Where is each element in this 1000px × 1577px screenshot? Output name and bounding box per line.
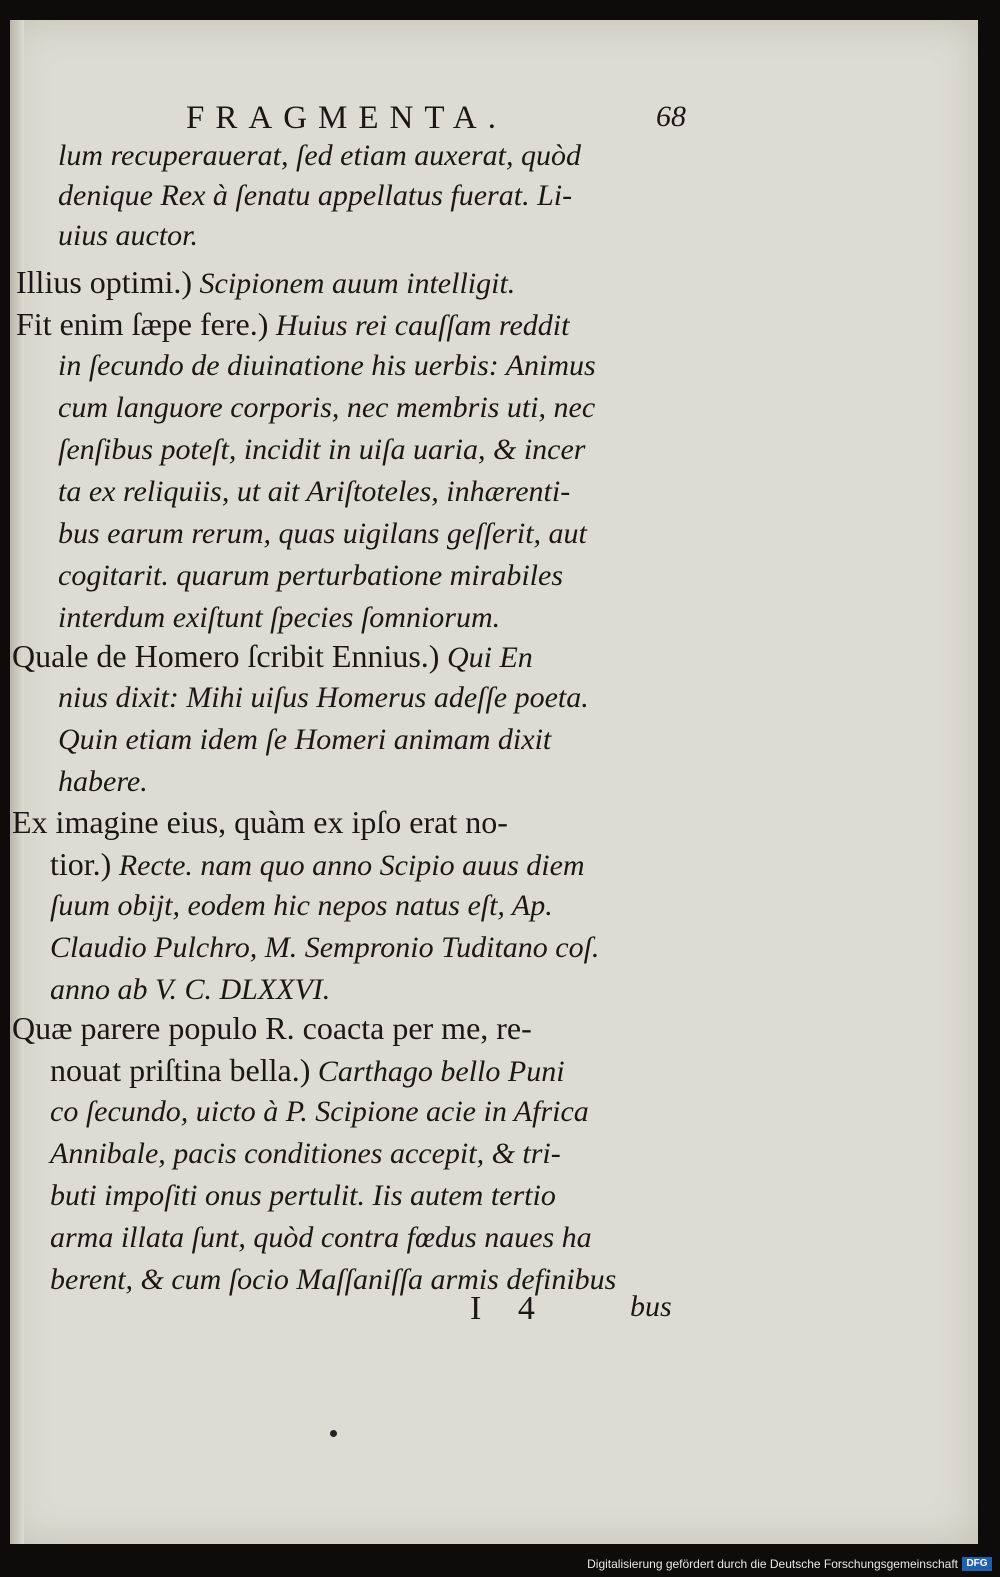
text-line: Annibale, pacis conditiones accepit, & tri- <box>50 1137 561 1170</box>
lemma: nouat priſtina bella.) <box>50 1052 311 1088</box>
text-block <box>10 20 978 1544</box>
signature-mark: I 4 <box>470 1290 549 1327</box>
text-line: interdum exiſtunt ſpecies ſomniorum. <box>58 601 501 634</box>
text-line: in ſecundo de diuinatione his uerbis: Animus <box>58 349 596 382</box>
text-line: Quin etiam idem ſe Homeri animam dixit <box>58 723 552 756</box>
commentary: Huius rei cauſſam reddit <box>275 309 570 342</box>
funding-credit: Digitalisierung gefördert durch die Deutsche Forschungsgemeinschaft <box>587 1557 958 1571</box>
commentary: Carthago bello Puni <box>317 1055 565 1088</box>
lemma: Fit enim ſæpe fere.) <box>16 306 269 342</box>
text-line <box>50 1050 565 1092</box>
text-line: arma illata ſunt, quòd contra fœdus naues ha <box>50 1221 592 1254</box>
text-line: ſuum obijt, eodem hic nepos natus eſt, Ap. <box>50 889 553 922</box>
scan-footer <box>0 1547 1000 1577</box>
text-line: cogitarit. quarum perturbatione mirabiles <box>58 559 563 592</box>
text-line <box>16 304 569 346</box>
text-line: lum recuperauerat, ſed etiam auxerat, quòd <box>58 139 581 172</box>
text-line: Ex imagine eius, quàm ex ipſo erat no- <box>12 804 508 840</box>
text-line: Claudio Pulchro, M. Sempronio Tuditano coſ. <box>50 931 600 964</box>
running-header <box>10 80 978 136</box>
running-title: FRAGMENTA. <box>186 100 507 136</box>
lemma: Illius optimi.) <box>16 264 192 300</box>
dfg-logo-icon: DFG <box>962 1557 992 1571</box>
lemma: Quale de Homero ſcribit Ennius.) <box>12 638 440 674</box>
commentary: Qui En <box>446 641 533 674</box>
text-line <box>16 262 515 304</box>
text-line: bus earum rerum, quas uigilans geſſerit, aut <box>58 517 587 550</box>
text-line: uius auctor. <box>58 219 199 252</box>
text-line: buti impoſiti onus pertulit. Iis autem tertio <box>50 1179 556 1212</box>
text-line: berent, & cum ſocio Maſſaniſſa armis definibus <box>50 1263 617 1296</box>
text-line: denique Rex à ſenatu appellatus fuerat. Li- <box>58 179 573 212</box>
commentary: Recte. nam quo anno Scipio auus diem <box>118 849 585 882</box>
text-line <box>50 844 585 886</box>
text-line: cum languore corporis, nec membris uti, nec <box>58 391 596 424</box>
lemma: tior.) <box>50 846 112 882</box>
commentary: Scipionem auum intelligit. <box>199 267 516 300</box>
ink-dot <box>330 1430 337 1437</box>
text-line: ſenſibus poteſt, incidit in uiſa uaria, & incer <box>58 433 586 466</box>
text-line: anno ab V. C. DLXXVI. <box>50 973 331 1006</box>
text-line: ta ex reliquiis, ut ait Ariſtoteles, inhærenti- <box>58 475 571 508</box>
text-line: habere. <box>58 765 148 798</box>
book-page <box>10 20 978 1544</box>
catchword: bus <box>630 1290 672 1323</box>
text-line: co ſecundo, uicto à P. Scipione acie in Africa <box>50 1095 589 1128</box>
text-line <box>12 636 533 678</box>
page-number: 68 <box>656 100 686 133</box>
text-line: Quæ parere populo R. coacta per me, re- <box>12 1010 532 1046</box>
text-line: nius dixit: Mihi uiſus Homerus adeſſe poeta. <box>58 681 589 714</box>
